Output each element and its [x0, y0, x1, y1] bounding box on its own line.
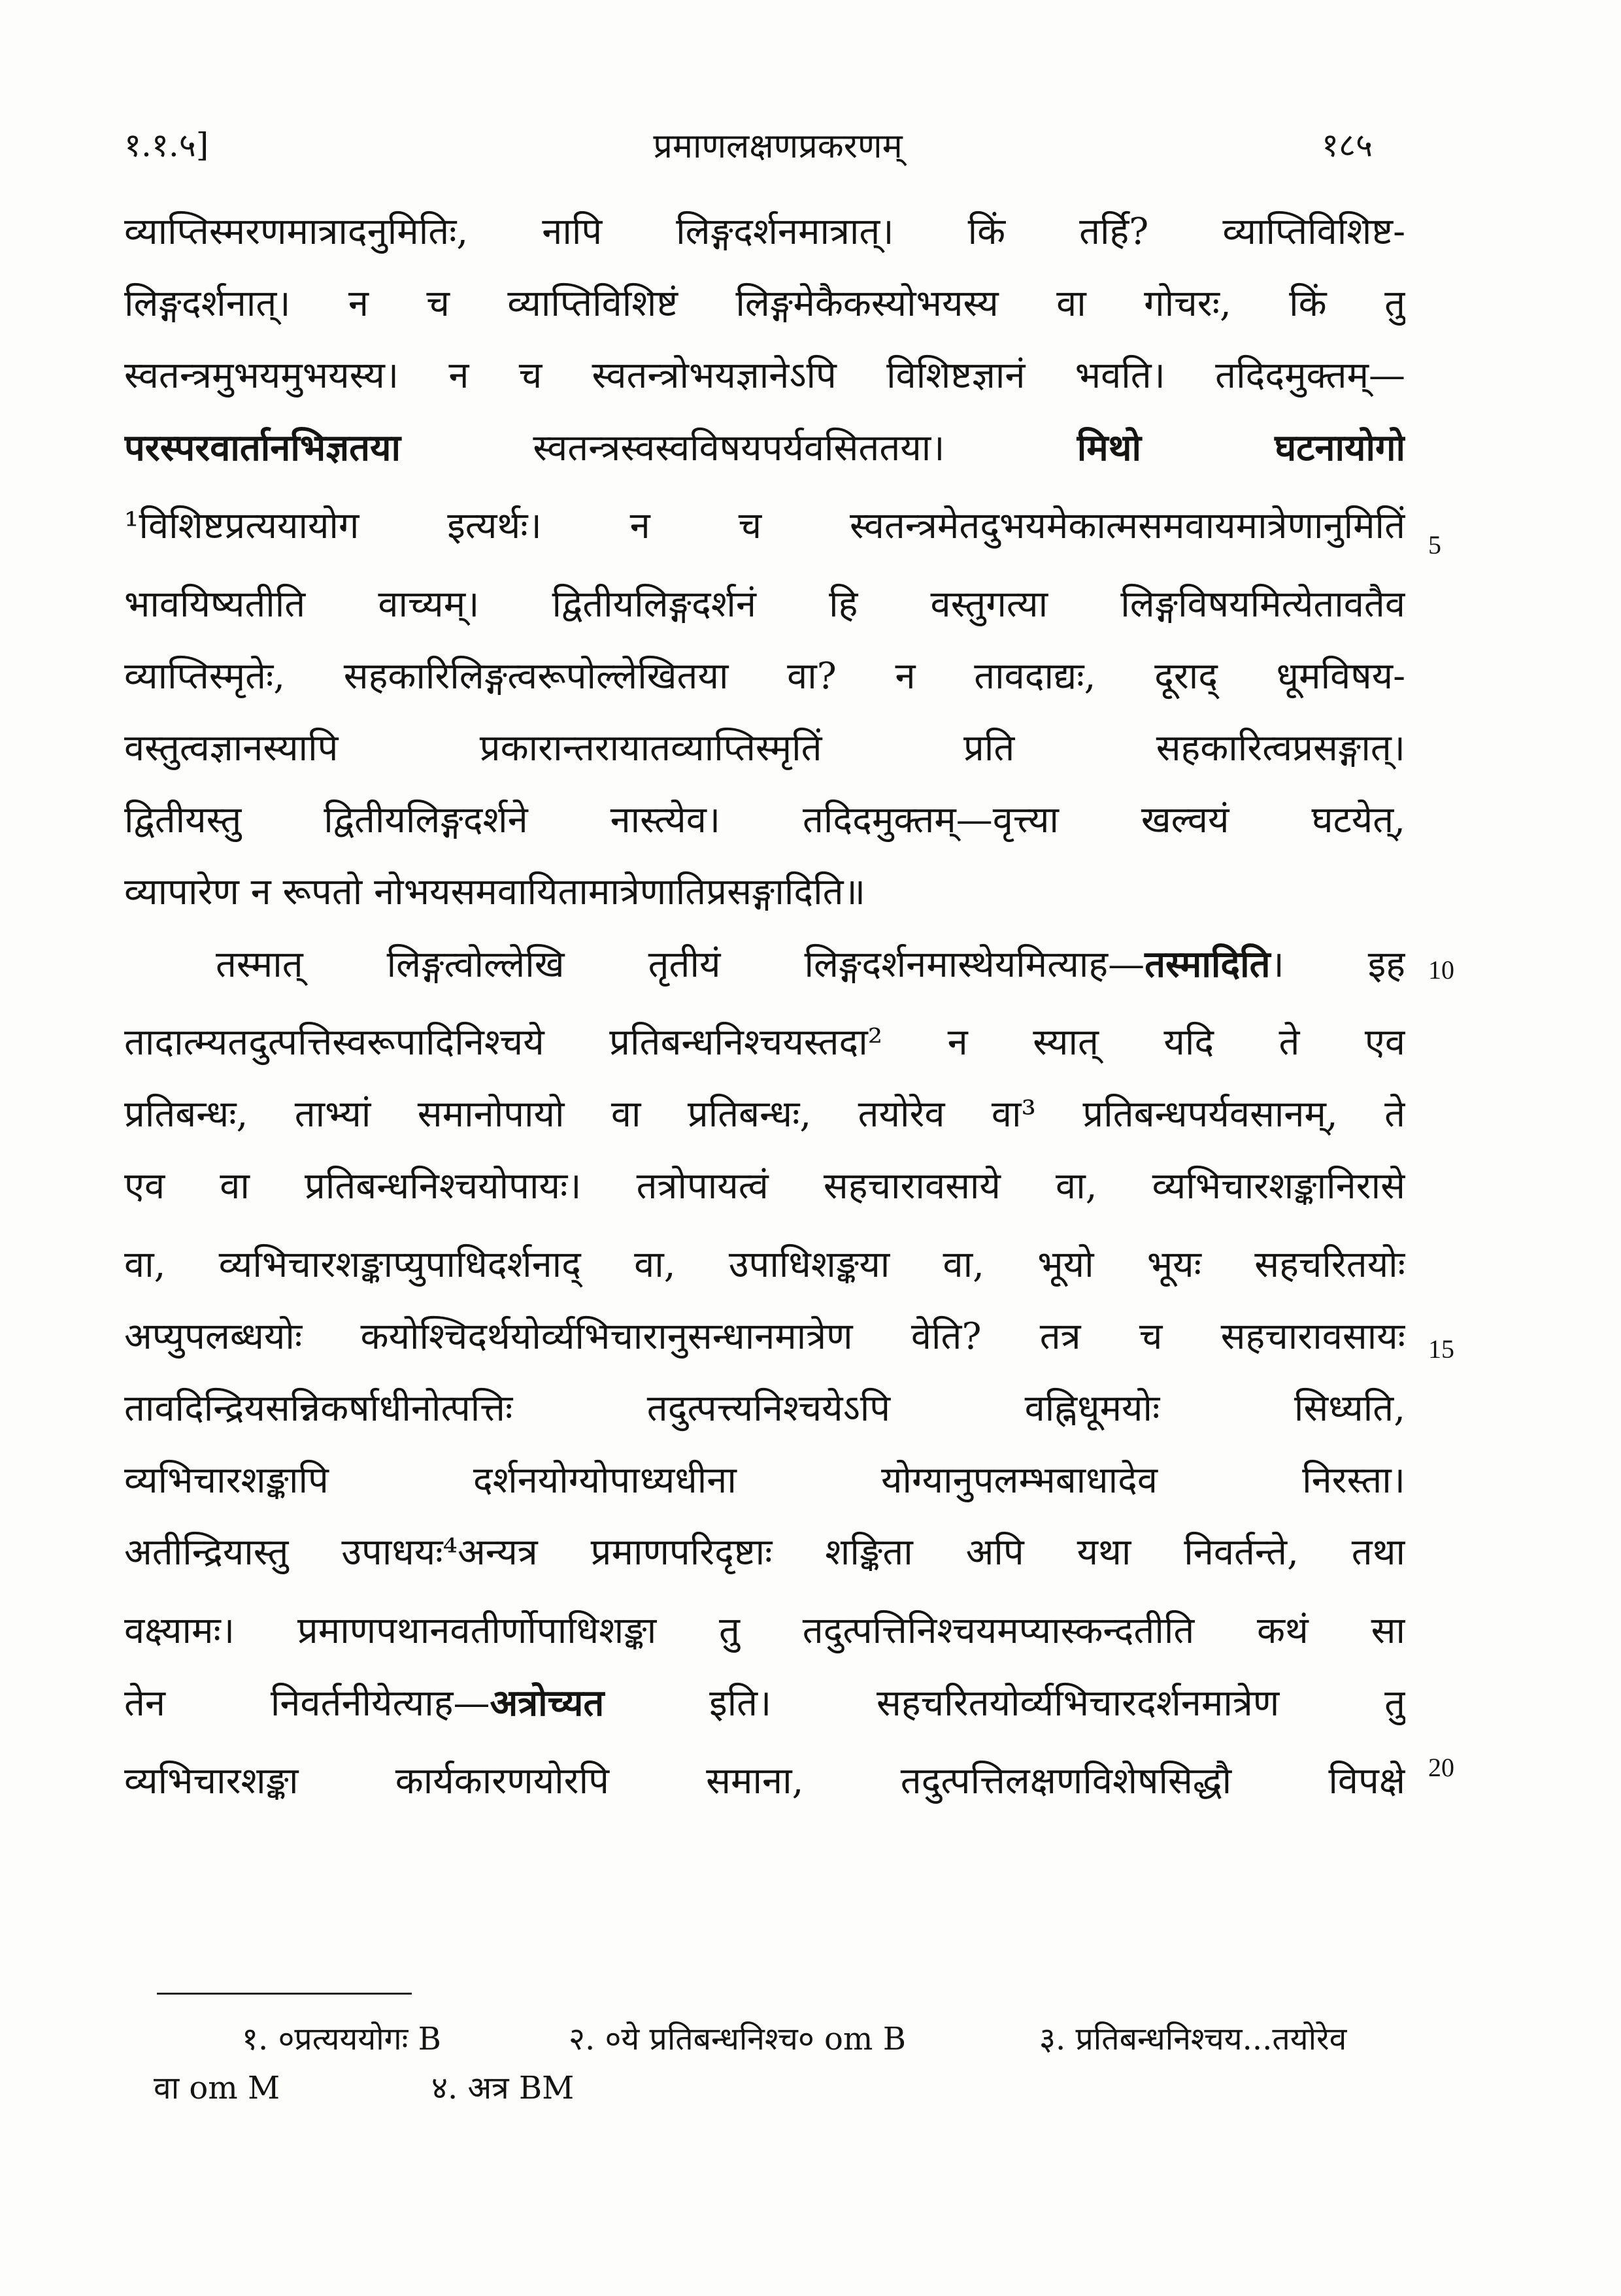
text-segment: एव वा प्रतिबन्धनिश्चयोपायः। तत्रोपायत्वं सहचारावसाये वा, व्यभिचारशङ्कानिरासे	[124, 1165, 1405, 1207]
text-segment: भावयिष्यतीति वाच्यम्। द्वितीयलिङ्गदर्शनं हि वस्तुगत्या लिङ्गविषयमित्येतावतैव	[124, 583, 1405, 626]
text-line	[124, 340, 1405, 412]
text-segment: व्याप्तिस्मरणमात्रादनुमितिः, नापि लिङ्गदर्शनमात्रात्। किं तर्हि? व्याप्तिविशिष्ट-	[124, 211, 1405, 253]
text-segment: तेन निवर्तनीयेत्याह—	[124, 1682, 490, 1725]
footnote-3: ३. प्रतिबन्धनिश्चय...तयोरेव	[1039, 2021, 1347, 2057]
text-segment: अतीन्द्रियास्तु उपाधयः⁴अन्यत्र प्रमाणपरिदृष्टाः शङ्किता अपि यथा निवर्तन्ते, तथा	[124, 1531, 1405, 1574]
text-line	[124, 856, 1405, 928]
footnote-2: २. ०ये प्रतिबन्धनिश्च० om B	[569, 2021, 906, 2057]
line-number-15: 15	[1428, 1334, 1454, 1364]
running-header	[124, 122, 1431, 180]
text-segment: स्वतन्त्रमुभयमुभयस्य। न च स्वतन्त्रोभयज्ञानेऽपि विशिष्टज्ञानं भवति। तदिदमुक्तम्—	[124, 354, 1405, 397]
text-line	[124, 928, 1405, 1000]
text-line	[124, 569, 1405, 641]
footnote-rule	[157, 1993, 412, 1995]
line-number-10: 10	[1428, 955, 1454, 985]
text-segment: व्यभिचारशङ्का कार्यकारणयोरपि समाना, तदुत्पत्तिलक्षणविशेषसिद्धौ विपक्षे	[124, 1760, 1405, 1802]
text-segment: व्यापारेण न रूपतो नोभयसमवायितामात्रेणातिप्रसङ्गादिति॥	[124, 871, 866, 913]
text-segment: द्वितीयस्तु द्वितीयलिङ्गदर्शने नास्त्येव। तदिदमुक्तम्—वृत्त्या खल्वयं घटयेत्,	[124, 799, 1405, 841]
footnote-3-continued: वा om M	[154, 2070, 280, 2106]
text-line	[124, 412, 1405, 484]
text-segment: इति। सहचरितयोर्व्यभिचारदर्शनमात्रेण तु	[604, 1682, 1405, 1725]
text-line	[124, 785, 1405, 856]
text-line	[124, 268, 1405, 340]
text-segment: लिङ्गदर्शनात्। न च व्याप्तिविशिष्टं लिङ्गमेकैकस्योभयस्य वा गोचरः, किं तु	[124, 282, 1405, 325]
text-line	[124, 1667, 1405, 1739]
text-segment: ¹विशिष्टप्रत्ययायोग इत्यर्थः। न च स्वतन्त्रमेतदुभयमेकात्मसमवायमात्रेणानुमितिं	[124, 505, 1405, 547]
text-line	[124, 1301, 1405, 1373]
footnote-1: १. ०प्रत्यययोगः B	[242, 2021, 441, 2057]
text-line	[124, 196, 1405, 268]
text-segment: वक्ष्यामः। प्रमाणपथानवतीर्णोपाधिशङ्का तु तदुत्पत्तिनिश्चयमप्यास्कन्दतीति कथं सा	[124, 1610, 1405, 1652]
text-line	[124, 1007, 1405, 1079]
text-line	[124, 1595, 1405, 1667]
bold-lemma: मिथो घटनायोगो	[1077, 426, 1405, 469]
text-line	[124, 1445, 1405, 1517]
text-segment: प्रतिबन्धः, ताभ्यां समानोपायो वा प्रतिबन्धः, तयोरेव वा³ प्रतिबन्धपर्यवसानम्, ते	[124, 1093, 1405, 1136]
text-segment: तादात्म्यतदुत्पत्तिस्वरूपादिनिश्चये प्रतिबन्धनिश्चयस्तदा² न स्यात् यदि ते एव	[124, 1021, 1405, 1064]
bold-lemma: अत्रोच्यत	[490, 1681, 605, 1725]
text-segment: स्वतन्त्रस्वस्वविषयपर्यवसिततया।	[401, 427, 1077, 469]
text-segment: । इह	[1270, 943, 1405, 986]
text-segment: अप्युपलब्धयोः कयोश्चिदर्थयोर्व्यभिचारानुसन्धानमात्रेण वेति? तत्र च सहचारावसायः	[124, 1315, 1405, 1358]
text-segment: वा, व्यभिचारशङ्काप्युपाधिदर्शनाद् वा, उपाधिशङ्कया वा, भूयो भूयः सहचरितयोः	[124, 1243, 1405, 1286]
bold-lemma: तस्मादिति	[1145, 943, 1271, 986]
text-line	[124, 1373, 1405, 1445]
text-segment: तावदिन्द्रियसन्निकर्षाधीनोत्पत्तिः तदुत्पत्त्यनिश्चयेऽपि वह्निधूमयोः सिध्यति,	[124, 1387, 1405, 1430]
text-segment: व्याप्तिस्मृतेः, सहकारिलिङ्गत्वरूपोल्लेखितया वा? न तावदाद्यः, दूराद् धूमविषय-	[124, 655, 1405, 698]
bold-lemma: परस्परवार्तानभिज्ञतया	[124, 426, 401, 469]
text-segment: तस्मात् लिङ्गत्वोल्लेखि तृतीयं लिङ्गदर्शनमास्थेयमित्याह—	[216, 943, 1145, 986]
text-line	[124, 1517, 1405, 1589]
text-line	[124, 713, 1405, 785]
footnote-4: ४. अत्र BM	[431, 2070, 575, 2106]
text-line	[124, 490, 1405, 562]
line-number-5: 5	[1428, 530, 1441, 560]
text-segment: वस्तुत्वज्ञानस्यापि प्रकारान्तरायातव्याप्तिस्मृतिं प्रति सहकारित्वप्रसङ्गात्।	[124, 727, 1405, 769]
text-line	[124, 641, 1405, 713]
text-segment: व्यभिचारशङ्कापि दर्शनयोग्योपाध्यधीना योग्यानुपलम्भबाधादेव निरस्ता।	[124, 1459, 1405, 1502]
text-line	[124, 1151, 1405, 1223]
text-line	[124, 1746, 1405, 1817]
section-reference: १.१.५]	[124, 126, 209, 164]
text-line	[124, 1229, 1405, 1301]
text-line	[124, 1079, 1405, 1151]
line-number-20: 20	[1428, 1753, 1454, 1782]
running-title: प्रमाणलक्षणप्रकरणम्	[653, 127, 903, 166]
page-number: १८५	[1322, 126, 1373, 164]
